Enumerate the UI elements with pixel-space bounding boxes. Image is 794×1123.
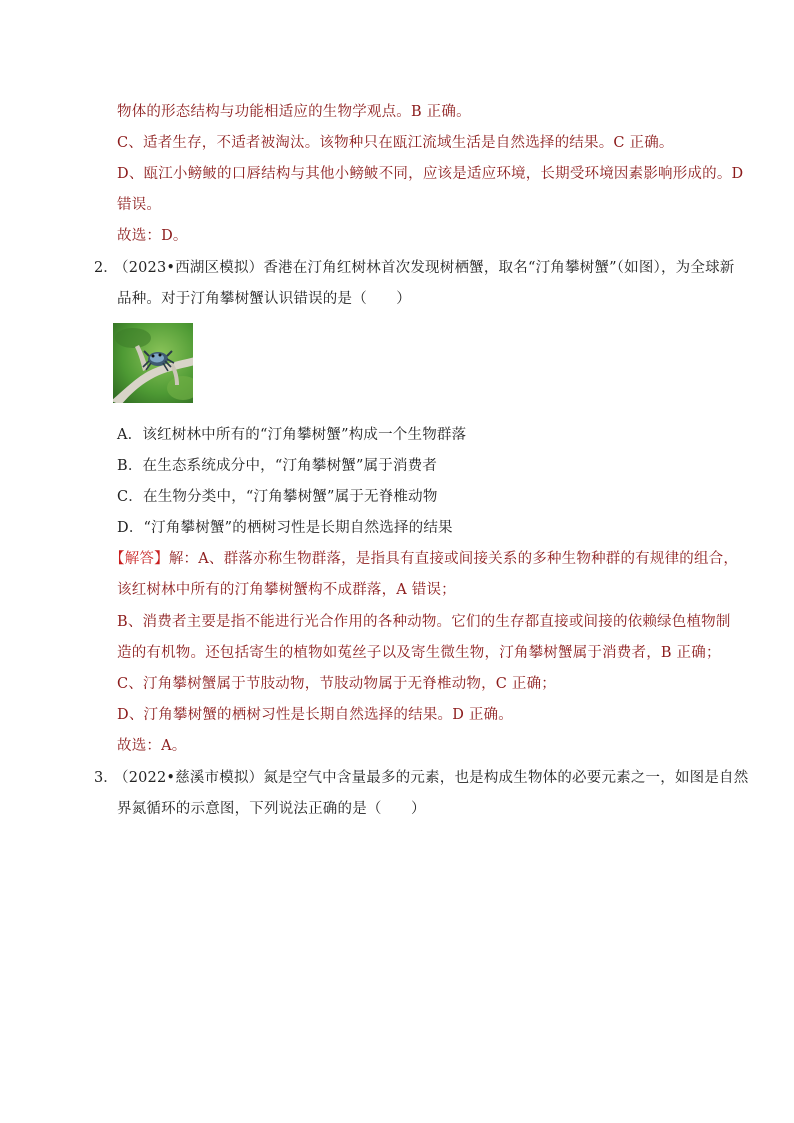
question-3-stem-line-1: （2022•慈溪市模拟）氮是空气中含量最多的元素，也是构成生物体的必要元素之一，如图是自然 (114, 770, 749, 786)
prev-answer: 故选：D。 (117, 228, 188, 244)
question-2-solution-line-5: C、汀角攀树蟹属于节肢动物，节肢动物属于无脊椎动物，C 正确； (117, 676, 556, 692)
crab-photo (113, 323, 193, 403)
question-2-option-c: C．在生物分类中，“汀角攀树蟹”属于无脊椎动物 (117, 489, 438, 505)
question-2-solution-line-4: 造的有机物。还包括寄生的植物如菟丝子以及寄生微生物，汀角攀树蟹属于消费者，B 正确； (117, 645, 721, 661)
question-2-solution-line-6: D、汀角攀树蟹的栖树习性是长期自然选择的结果。D 正确。 (117, 707, 513, 723)
prev-solution-line-2: C、适者生存，不适者被淘汰。该物种只在瓯江流域生活是自然选择的结果。C 正确。 (117, 135, 674, 151)
prev-solution-line-3: D、瓯江小鳑鲏的口唇结构与其他小鳑鲏不同，应该是适应环境，长期受环境因素影响形成的。D (117, 166, 744, 182)
question-2-number: 2． (94, 260, 118, 276)
question-2-answer: 故选：A。 (117, 738, 187, 754)
question-2-option-d: D．“汀角攀树蟹”的栖树习性是长期自然选择的结果 (117, 520, 453, 536)
question-2-stem-line-2: 品种。对于汀角攀树蟹认识错误的是（ ） (117, 291, 411, 307)
question-2-solution-line-1 (110, 549, 738, 569)
question-2-option-a: A．该红树林中所有的“汀角攀树蟹”构成一个生物群落 (117, 427, 467, 443)
question-2-stem-line-1: （2023•西湖区模拟）香港在汀角红树林首次发现树栖蟹，取名“汀角攀树蟹”（如图），为全球新 (114, 260, 735, 276)
solution-tag: 【解答】 (110, 551, 169, 567)
question-2-solution-line-2: 该红树林中所有的汀角攀树蟹构不成群落，A 错误； (117, 582, 456, 598)
prev-solution-line-4: 错误。 (117, 197, 162, 213)
question-2-option-b: B．在生态系统成分中，“汀角攀树蟹”属于消费者 (117, 458, 438, 474)
question-2-solution-line-3: B、消费者主要是指不能进行光合作用的各种动物。它们的生存都直接或间接的依赖绿色植物制 (117, 614, 731, 630)
prev-solution-line-1: 物体的形态结构与功能相适应的生物学观点。B 正确。 (117, 104, 471, 120)
crab-on-branch-image (113, 323, 193, 403)
question-3-stem-line-2: 界氮循环的示意图，下列说法正确的是（ ） (117, 801, 426, 817)
question-3-number: 3． (94, 770, 118, 786)
solution-text: 解：A、群落亦称生物群落，是指具有直接或间接关系的多种生物种群的有规律的组合， (168, 551, 739, 567)
